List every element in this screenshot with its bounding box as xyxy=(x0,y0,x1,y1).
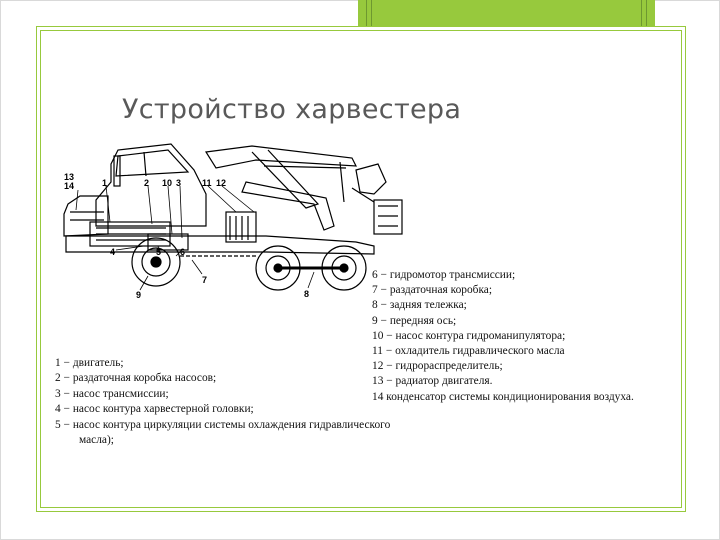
callout-13: 13 xyxy=(64,172,75,182)
callout-12: 12 xyxy=(216,178,227,188)
legend-item: 8 − задняя тележка; xyxy=(372,299,467,312)
callout-10: 10 xyxy=(162,178,173,188)
callout-7: 7 xyxy=(202,275,208,285)
callout-5: 5 xyxy=(156,247,162,257)
legend-item: 3 − насос трансмиссии; xyxy=(55,387,169,400)
callout-2: 2 xyxy=(144,178,150,188)
legend-item: 10 − насос контура гидроманипулятора; xyxy=(372,329,566,342)
legend-item: 4 − насос контура харвестерной головки; xyxy=(55,403,254,416)
legend-item: 13 − радиатор двигателя. xyxy=(372,375,493,388)
legend-item: 5 − насос контура циркуляции системы охлаждения гидравлического xyxy=(55,418,391,431)
engine-hood xyxy=(64,196,108,236)
callout-6: 6 xyxy=(180,247,186,257)
legend-item: 9 − передняя ось; xyxy=(372,314,457,327)
legend-item: 1 − двигатель; xyxy=(55,357,124,369)
harvester-head xyxy=(356,164,386,194)
callout-4: 4 xyxy=(110,247,116,257)
callout-8: 8 xyxy=(304,289,310,299)
legend-item: 11 − охладитель гидравлического масла xyxy=(372,345,565,358)
legend-item: 12 − гидрораспределитель; xyxy=(372,360,503,373)
callout-11: 11 xyxy=(202,178,212,188)
legend-item: 6 − гидромотор трансмиссии; xyxy=(372,269,516,281)
callout-leaders xyxy=(76,186,314,290)
callout-14: 14 xyxy=(64,181,75,191)
legend-left xyxy=(55,356,465,448)
callout-9: 9 xyxy=(136,290,142,300)
head-rotator xyxy=(374,200,402,234)
callout-3: 3 xyxy=(176,178,182,188)
legend-item: 14 конденсатор системы кондиционирования воздуха. xyxy=(372,390,634,403)
legend-item: 7 − раздаточная коробка; xyxy=(372,284,493,297)
slide-title: Устройство харвестера xyxy=(122,94,462,125)
legend-item: 2 − раздаточная коробка насосов; xyxy=(55,372,217,385)
legend-item: масла); xyxy=(79,434,114,447)
cab-window xyxy=(116,150,188,176)
callout-1: 1 xyxy=(102,178,108,188)
